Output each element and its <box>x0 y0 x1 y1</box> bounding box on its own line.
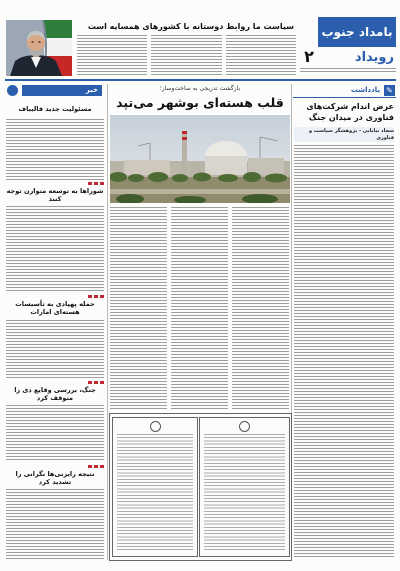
note-label-bar <box>293 84 396 98</box>
body-text <box>294 145 394 559</box>
body-text <box>232 207 289 409</box>
news-headline: شوراها به توسعه متوازن توجه کنند <box>6 186 104 203</box>
note-label: یادداشت <box>350 86 380 94</box>
notice-text <box>204 434 285 552</box>
body-text <box>226 35 296 75</box>
body-text <box>77 35 147 75</box>
body-text <box>171 207 228 409</box>
masthead-rule <box>5 79 396 81</box>
body-text <box>151 35 222 75</box>
body-text <box>110 207 167 409</box>
nuclear-plant-photo <box>110 115 290 203</box>
notice-text <box>117 434 193 552</box>
body-text <box>6 320 104 378</box>
lead-headline: قلب هسته‌ای بوشهر می‌تپد <box>116 95 284 110</box>
emblem-icon <box>150 421 161 432</box>
body-text <box>6 405 104 462</box>
section-title: رویداد <box>354 50 394 65</box>
news-headline: مسئولیت جدید قالیباف <box>18 104 92 113</box>
top-story-headline: سیاست ما روابط دوستانه با کشورهای همسایه است <box>87 22 294 31</box>
column-rule <box>107 84 108 560</box>
pen-icon: ✎ <box>384 85 395 96</box>
separator-dots <box>86 381 104 384</box>
note-author: سجاد بیابانی - پژوهشگر سیاست و فناوری <box>294 127 394 142</box>
notice-box <box>112 417 198 557</box>
separator-dots <box>86 465 104 468</box>
news-headline: جنگ، بررسی وقایع دی را متوقف کرد <box>14 385 96 402</box>
portrait-photo <box>6 20 72 76</box>
separator-dots <box>86 295 104 298</box>
news-label: خبر <box>22 85 102 96</box>
body-text <box>6 206 104 292</box>
news-icon <box>7 85 18 96</box>
notice-box <box>199 417 290 557</box>
masthead-logo: بامداد جنوب <box>318 17 396 47</box>
news-headline: حمله پهپادی به تأسیسات هسته‌ای امارات <box>15 299 95 316</box>
lead-kicker: بازگشت تدریجی به ساخت‌وساز؛ <box>159 85 241 92</box>
masthead-info-line <box>300 68 396 73</box>
separator-dots <box>86 182 104 185</box>
emblem-icon <box>239 421 250 432</box>
body-text <box>6 489 104 559</box>
news-headline: نتیجه رایزنی‌ها نگرانی را تشدید کرد <box>15 469 95 486</box>
note-headline: عرض اندام شرکت‌های فناوری در میدان جنگ <box>306 102 394 122</box>
page-number: ۲ <box>304 47 314 66</box>
body-text <box>6 119 104 180</box>
